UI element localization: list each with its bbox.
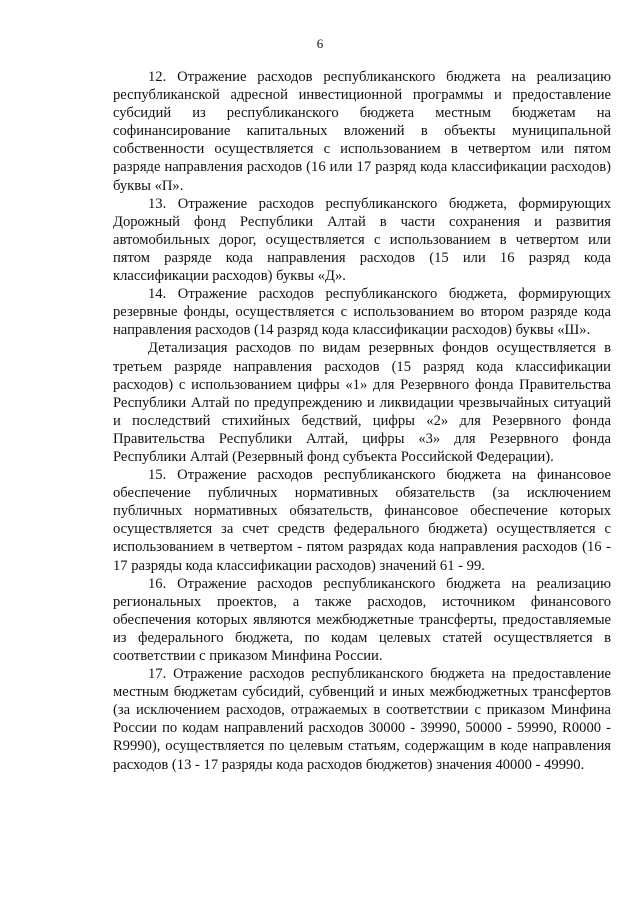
paragraph-17: 17. Отражение расходов республиканского бюджета на предоставление местным бюджетам субсидий, субвенций и иных межбюджетных трансфертов (за исключением расходов, отражаемых в соответствии с приказом Минфина России по кодам направлений расходов 30000 - 39990, 50000 - 59990, R0000 - R9990), осуществляется по целевым статьям, содержащим в коде направления расходов (13 - 17 разряды кода расходов бюджетов) значения 40000 - 49990. [113, 666, 611, 773]
paragraph-15: 15. Отражение расходов республиканского бюджета на финансовое обеспечение публичных нормативных обязательств (за исключением публичных нормативных обязательств, финансовое обеспечение которых осуществляется за счет средств федерального бюджета) осуществляется с использованием в четвертом - пятом разрядах кода направления расходов (16 - 17 разряды кода классификации расходов) значений 61 - 99. [113, 467, 611, 574]
paragraph-16: 16. Отражение расходов республиканского бюджета на реализацию региональных проектов, а также расходов, источником финансового обеспечения которых являются межбюджетные трансферты, предоставляемые из федерального бюджета, по кодам целевых статей осуществляется в соответствии с приказом Минфина России. [113, 575, 611, 664]
document-body [113, 68, 611, 774]
paragraph-12: 12. Отражение расходов республиканского бюджета на реализацию республиканской адресной инвестиционной программы и предоставление субсидий из республиканского бюджета местным бюджетам на софинансирование капитальных вложений в объекты муниципальной собственности осуществляется с использованием в четвертом или пятом разряде направления расходов (16 или 17 разряд кода классификации расходов) буквы «П». [113, 69, 611, 194]
paragraph-reserve-funds-detail: Детализация расходов по видам резервных фондов осуществляется в третьем разряде направления расходов (15 разряд кода классификации расходов) с использованием цифры «1» для Резервного фонда Правительства Республики Алтай по предупреждению и ликвидации чрезвычайных ситуаций и последствий стихийных бедствий, цифры «2» для Резервного фонда Правительства Республики Алтай, цифры «3» для Резервного фонда Республики Алтай (Резервный фонд субъекта Российской Федерации). [113, 340, 611, 465]
paragraph-13: 13. Отражение расходов республиканского бюджета, формирующих Дорожный фонд Республики Алтай в части сохранения и развития автомобильных дорог, осуществляется с использованием в четвертом или пятом разряде кода направления расходов (15 или 16 разряд кода классификации расходов) буквы «Д». [113, 195, 611, 285]
page-number: 6 [316, 36, 324, 51]
paragraph-14: 14. Отражение расходов республиканского бюджета, формирующих резервные фонды, осуществляется с использованием во втором разряде кода направления расходов (14 разряд кода классификации расходов) буквы «Ш». [113, 286, 611, 339]
